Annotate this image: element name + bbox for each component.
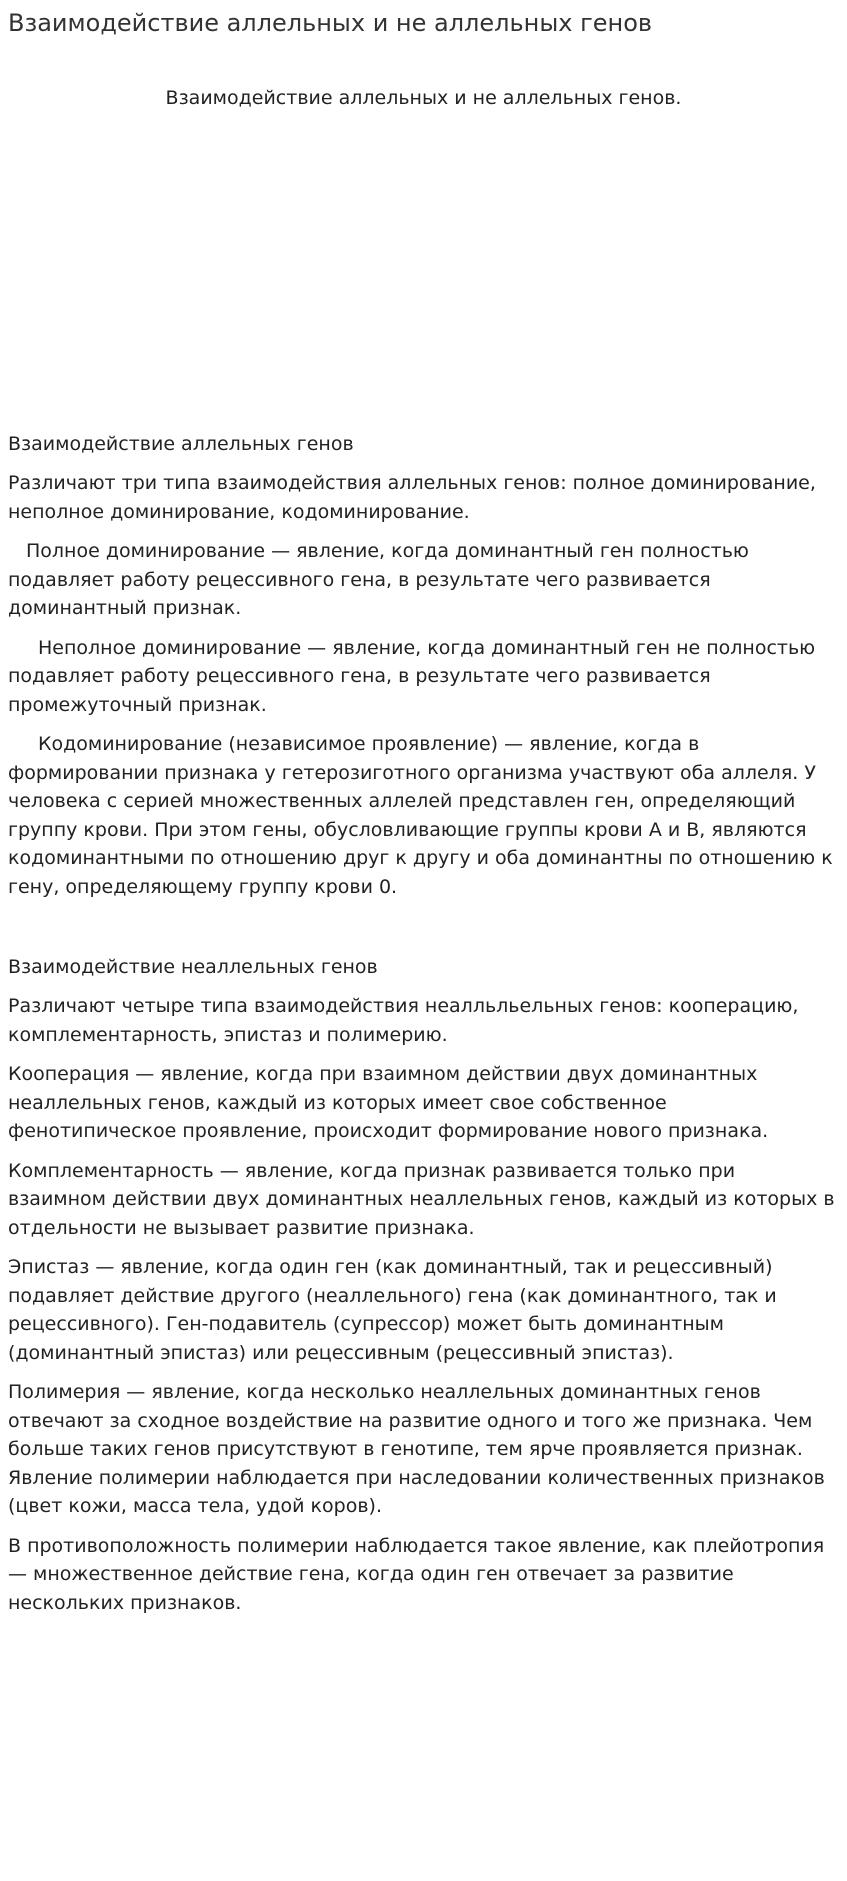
section-allelic-genes [8,432,838,901]
paragraph: Полимерия — явление, когда несколько неаллельных доминантных генов отвечают за сходное воздействие на развитие одного и того же признака. Чем больше таких генов присутствуют в генотипе, тем ярче проявляется признак. Явление полимерии наблюдается при наследовании количественных признаков (цвет кожи, масса тела, удой коров). [8,1381,825,1517]
paragraph: Комплементарность — явление, когда признак развивается только при взаимном действии двух доминантных неаллельных генов, каждый из которых в отдельности не вызывает развитие признака. [8,1159,835,1239]
paragraph: Полное доминирование — явление, когда доминантный ген полностью подавляет работу рецессивного гена, в результате чего развивается доминантный признак. [8,540,749,619]
paragraph: Кодоминирование (независимое проявление) — явление, когда в формировании признака у гетерозиготного организма участвуют оба аллеля. У человека с серией множественных аллелей представлен ген, определяющий группу крови. При этом гены, обусловливающие группы крови А и В, являются кодоминантными по отношению друг к другу и оба доминантны по отношению к гену, определяющему группу крови 0. [8,733,833,898]
paragraph: В противоположность полимерии наблюдается такое явление, как плейотропия — множественное действие гена, когда один ген отвечает за развитие нескольких признаков. [8,1534,825,1614]
paragraph: Различают три типа взаимодействия аллельных генов: полное доминирование, неполное доминирование, кодоминирование. [8,472,816,523]
paragraph: Эпистаз — явление, когда один ген (как доминантный, так и рецессивный) подавляет действие другого (неаллельного) гена (как доминантного, так и рецессивного). Ген-подавитель (супрессор) может быть доминантным (доминантный эпистаз) или рецессивным (рецессивный эпистаз). [8,1256,777,1364]
article-subtitle: Взаимодействие аллельных и не аллельных генов. [165,87,682,109]
section-heading: Взаимодействие аллельных генов [8,433,354,455]
article-content [8,432,838,1628]
section-nonallelic-genes [8,955,838,1617]
section-spacer [8,912,838,955]
paragraph: Неполное доминирование — явление, когда доминантный ген не полностью подавляет работу рецессивного гена, в результате чего развивается промежуточный признак. [8,636,816,716]
paragraph: Различают четыре типа взаимодействия неалльльельных генов: кооперацию, комплементарность, эпистаз и полимерию. [8,995,799,1046]
section-heading: Взаимодействие неаллельных генов [8,956,378,978]
page-title: Взаимодействие аллельных и не аллельных генов [8,9,653,37]
paragraph: Кооперация — явление, когда при взаимном действии двух доминантных неаллельных генов, каждый из которых имеет свое собственное фенотипическое проявление, происходит формирование нового признака. [8,1063,769,1142]
